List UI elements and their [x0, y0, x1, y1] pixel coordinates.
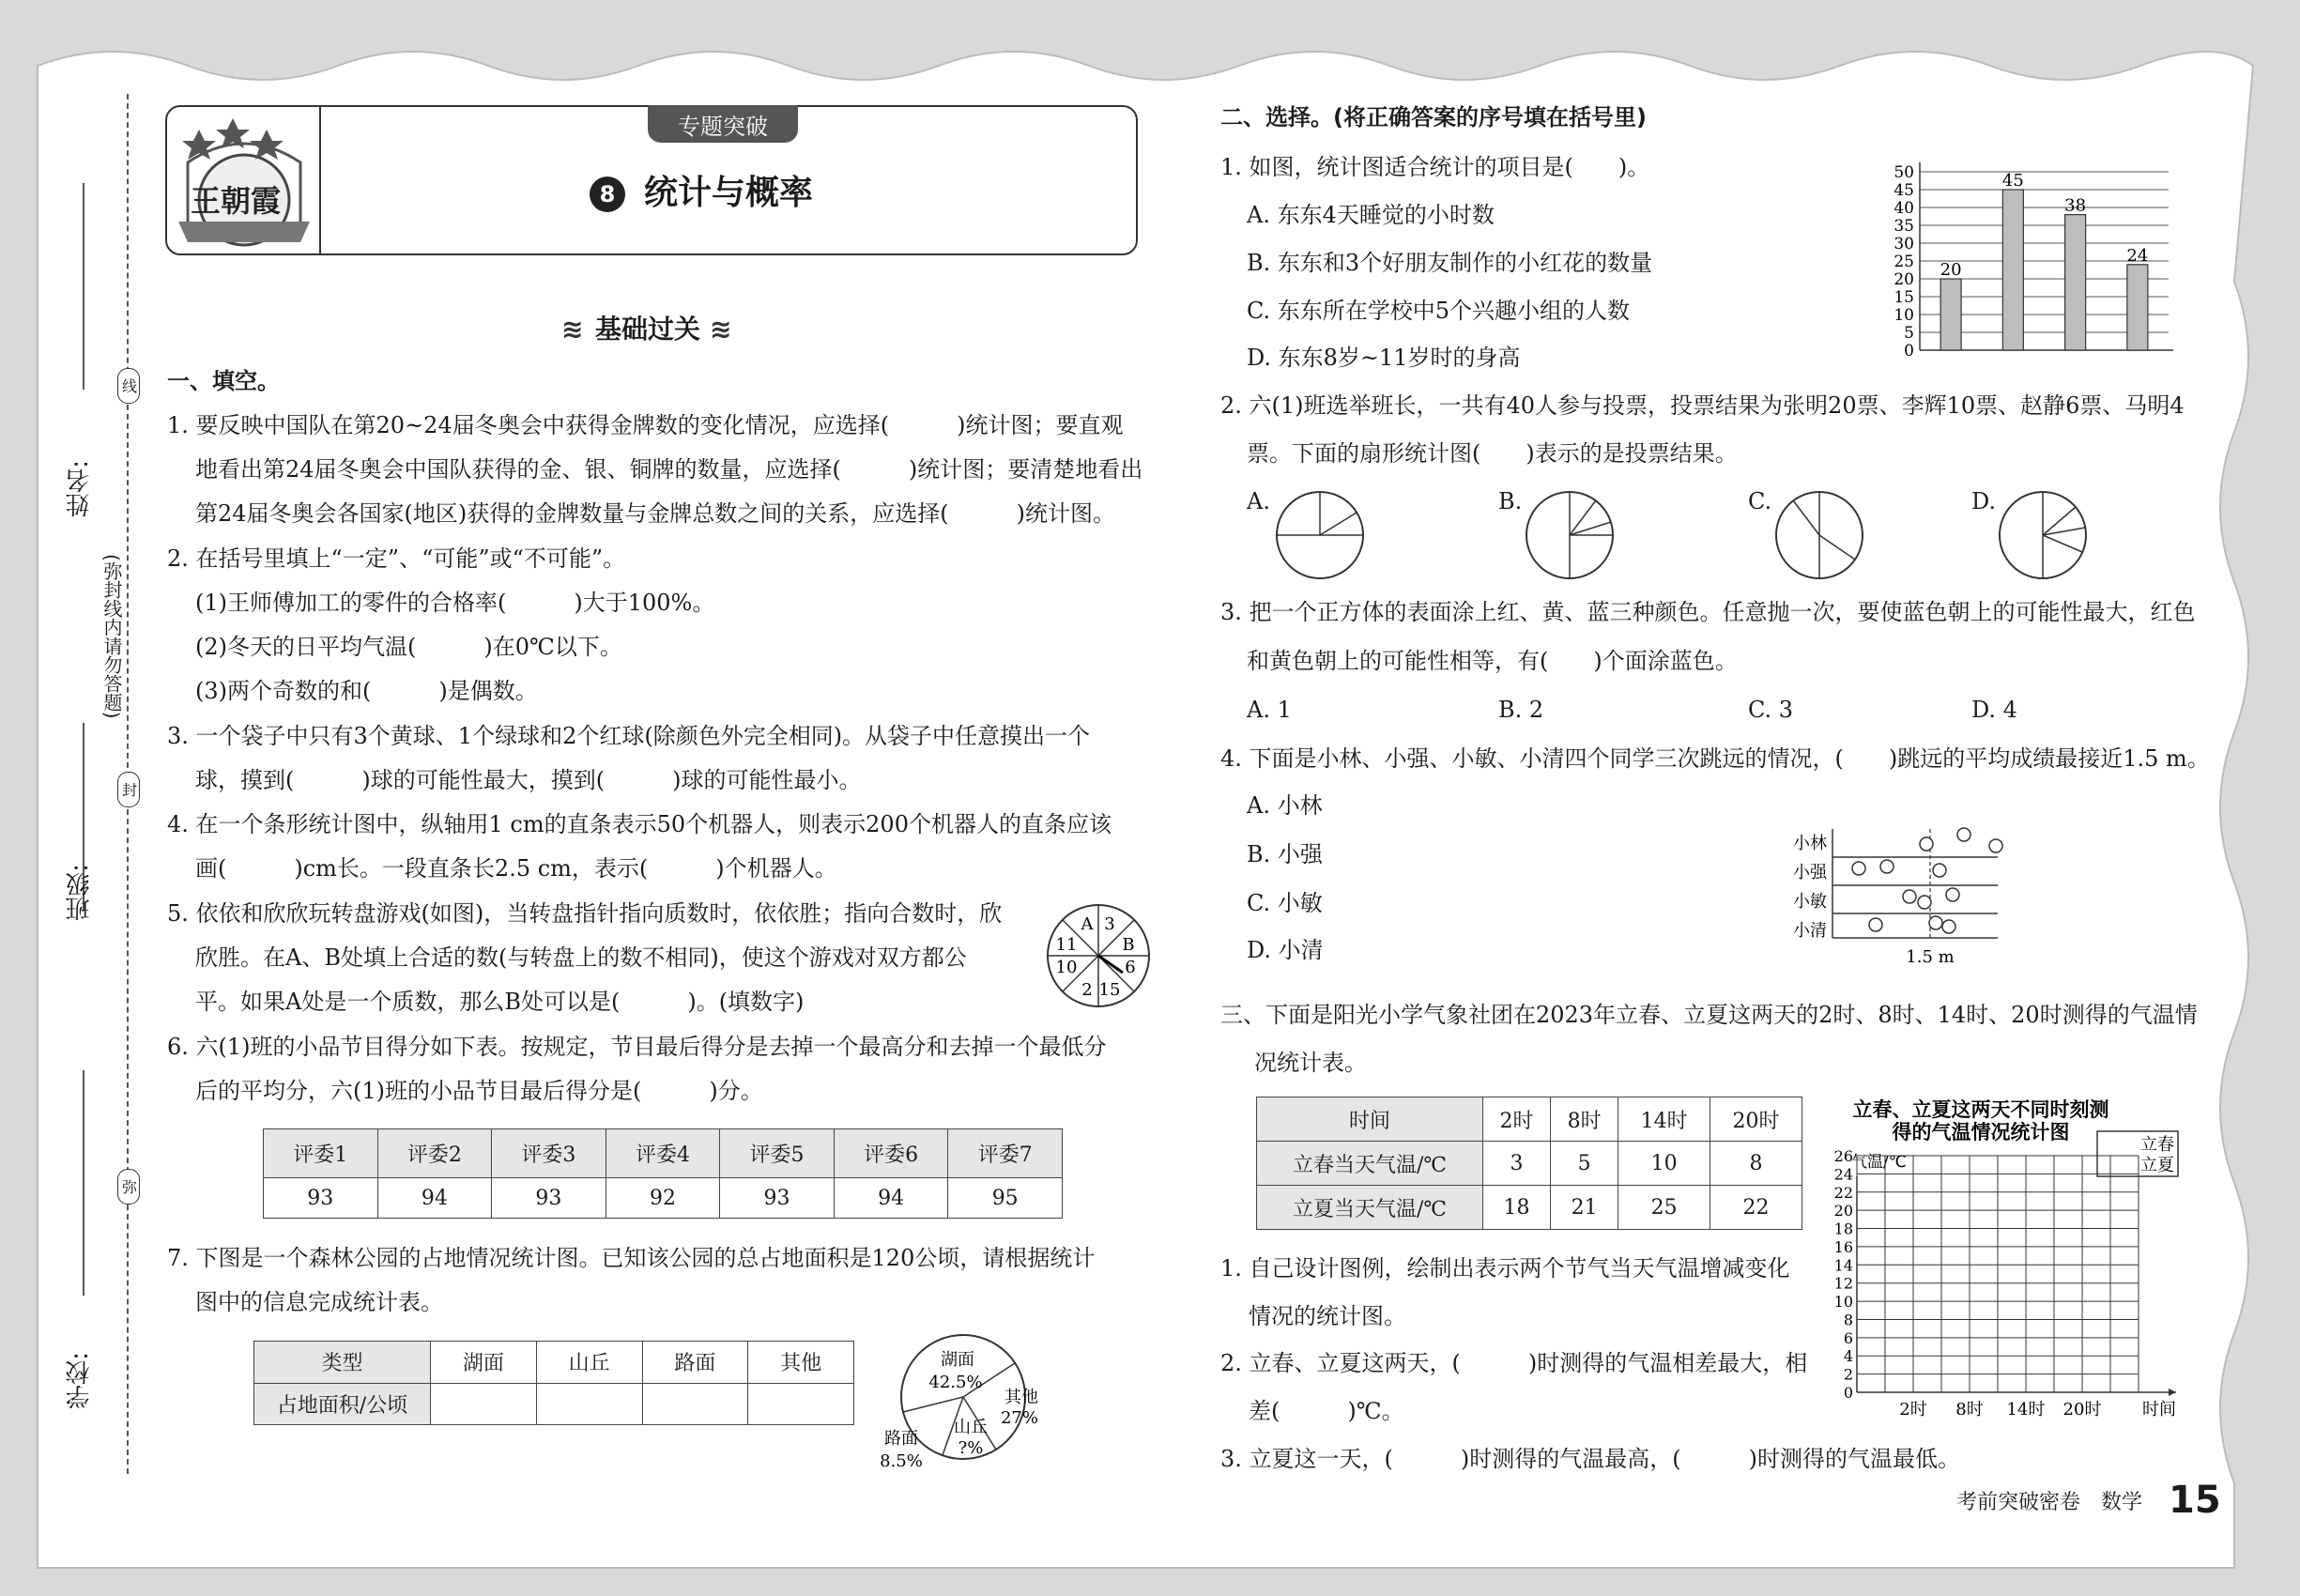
land-pie-chart	[869, 1326, 1057, 1476]
temp-y-label: 气温/℃	[1851, 1153, 1907, 1172]
header-divider	[319, 105, 321, 253]
temp-y-tick: 12	[1833, 1274, 1853, 1293]
q3-line1: 3. 一个袋子中只有3个黄球、1个绿球和2个红球(除颜色外完全相同)。从袋子中任意摸出一个	[167, 723, 1091, 749]
score-cell: 94	[377, 1178, 492, 1219]
judge-header: 评委7	[948, 1129, 1063, 1178]
bar	[2127, 265, 2148, 350]
judge-header: 评委2	[377, 1129, 492, 1178]
dot-name: 小林	[1793, 834, 1827, 853]
q6-line2: 后的平均分，六(1)班的小品节目最后得分是( )分。	[195, 1078, 763, 1104]
p3-heading-1: 三、下面是阳光小学气象社团在2023年立春、立夏这两天的2时、8时、14时、20时测得的气温情	[1220, 1002, 2198, 1028]
temp-y-tick: 0	[1843, 1384, 1853, 1402]
p2-q3-opt-b: B. 2	[1498, 697, 1544, 723]
score-cell: 92	[606, 1178, 720, 1219]
wave-left-icon: ≋	[561, 314, 584, 345]
temp-legend-item: 立春	[2140, 1135, 2174, 1155]
temp-x-tick: 8时	[1955, 1400, 1984, 1420]
bar-y-tick: 20	[1894, 270, 1914, 289]
temp-cell: 8	[1710, 1142, 1802, 1186]
temp-cell: 18	[1483, 1186, 1551, 1230]
seal-note: (弥封线内请勿答题)	[100, 554, 123, 719]
q5-line1: 5. 依依和欣欣玩转盘游戏(如图)，当转盘指针指向质数时，依依胜；指向合数时，欣	[167, 900, 1003, 927]
score-cell: 93	[492, 1178, 606, 1219]
p3-q3: 3. 立夏这一天，( )时测得的气温最高，( )时测得的气温最低。	[1220, 1446, 1960, 1472]
bar-y-tick: 50	[1894, 163, 1914, 182]
temperature-table	[1256, 1097, 1802, 1230]
spinner-label-10: 10	[1055, 958, 1078, 977]
temp-cell: 10	[1618, 1142, 1710, 1186]
pie-option-a	[1273, 488, 1367, 582]
q7-line1: 7. 下图是一个森林公园的占地情况统计图。已知该公园的总占地面积是120公顷，请根据统计	[167, 1245, 1096, 1271]
q1-line1: 1. 要反映中国队在第20~24届冬奥会中获得金牌数的变化情况，应选择( )统计图；要直观	[167, 412, 1124, 438]
p2-q2-opt-d: D.	[1971, 488, 1997, 514]
seal-mark-seal: 封	[117, 772, 140, 807]
bar-y-tick: 10	[1894, 306, 1914, 325]
land-header: 路面	[642, 1342, 748, 1384]
school-label: 学校:	[66, 1352, 94, 1409]
bar-y-tick: 0	[1904, 342, 1914, 361]
temp-cell: 5	[1551, 1142, 1618, 1186]
pie-option-b	[1523, 488, 1617, 582]
spinner-label-a: A	[1081, 914, 1094, 934]
score-cell: 95	[948, 1178, 1063, 1219]
p3-q1-line1: 1. 自己设计图例，绘制出表示两个节气当天气温增减变化	[1220, 1255, 1790, 1281]
q4-line1: 4. 在一个条形统计图中，纵轴用1 cm的直条表示50个机器人，则表示200个机器人的直条应该	[167, 811, 1112, 837]
q2-item3: (3)两个奇数的和( )是偶数。	[195, 678, 538, 704]
temp-legend-item: 立夏	[2140, 1156, 2174, 1175]
temp-y-tick: 8	[1843, 1311, 1853, 1329]
land-header: 山丘	[536, 1342, 642, 1384]
q1-line3: 第24届冬奥会各国家(地区)获得的金牌数量与金牌总数之间的关系，应选择( )统计图。	[195, 500, 1115, 527]
pie-value: 42.5%	[928, 1373, 983, 1392]
class-label: 班级:	[66, 864, 94, 921]
temp-y-tick: 10	[1833, 1293, 1853, 1312]
pie-label: 山丘	[954, 1418, 988, 1437]
judge-header: 评委4	[606, 1129, 720, 1178]
topic-title: 统计与概率	[644, 174, 814, 212]
bar-y-tick: 15	[1894, 288, 1914, 307]
spinner-label-b: B	[1122, 935, 1135, 955]
pie-value: ?%	[958, 1438, 984, 1458]
dot-name: 小强	[1793, 863, 1827, 882]
q3-line2: 球，摸到( )球的可能性最大，摸到( )球的可能性最小。	[195, 767, 862, 793]
bar-value-label: 45	[2001, 171, 2024, 191]
p2-q1-opt-a: A. 东东4天睡觉的小时数	[1247, 202, 1495, 228]
temp-chart-title: 立春、立夏这两天不同时刻测	[1852, 1098, 2109, 1121]
temp-cell: 21	[1551, 1186, 1618, 1230]
temp-header: 8时	[1551, 1097, 1618, 1142]
p3-q2-line2: 差( )℃。	[1249, 1398, 1404, 1424]
temp-x-tick: 2时	[1899, 1400, 1927, 1420]
pie-value: 27%	[1000, 1408, 1039, 1428]
p2-q3-opt-d: D. 4	[1971, 697, 2017, 723]
land-header: 类型	[254, 1342, 431, 1384]
temp-header: 2时	[1483, 1097, 1551, 1142]
bar-y-tick: 30	[1894, 235, 1914, 253]
badge: 专题突破	[648, 105, 798, 143]
q1-line2: 地看出第24届冬奥会中国队获得的金、银、铜牌的数量，应选择( )统计图；要清楚地看出	[195, 456, 1143, 483]
name-label: 姓名:	[66, 460, 94, 517]
score-cell: 94	[834, 1178, 948, 1219]
temp-y-tick: 18	[1833, 1220, 1853, 1238]
land-cell[interactable]	[642, 1383, 748, 1425]
bar-value-label: 24	[2126, 245, 2149, 266]
bar-y-tick: 35	[1894, 217, 1914, 236]
judge-header: 评委6	[834, 1129, 948, 1178]
judge-header: 评委1	[264, 1129, 378, 1178]
q2-line1: 2. 在括号里填上“一定”、“可能”或“不可能”。	[167, 545, 626, 572]
bar-y-tick: 25	[1894, 253, 1914, 271]
bar-value-label: 20	[1940, 260, 1962, 280]
part2-heading: 二、选择。(将正确答案的序号填在括号里)	[1220, 104, 1647, 130]
wave-right-icon: ≋	[710, 314, 732, 345]
p2-q3-opt-a: A. 1	[1247, 697, 1292, 723]
p2-q1: 1. 如图，统计图适合统计的项目是( )。	[1220, 154, 1650, 180]
pie-option-c	[1772, 488, 1866, 582]
p3-q1-line2: 情况的统计图。	[1249, 1303, 1406, 1329]
temp-x-label: 时间	[2142, 1400, 2176, 1420]
footer-text: 考前突破密卷 数学	[1956, 1491, 2143, 1514]
seal-mark-line: 线	[117, 368, 140, 404]
p2-q4: 4. 下面是小林、小强、小敏、小清四个同学三次跳远的情况，( )跳远的平均成绩最接近1.5 m。	[1220, 745, 2210, 772]
bar-y-tick: 40	[1894, 199, 1914, 218]
spinner-label-3: 3	[1104, 914, 1115, 934]
bar-chart	[1878, 155, 2178, 366]
spinner-label-15: 15	[1098, 980, 1121, 1000]
p2-q3-line1: 3. 把一个正方体的表面涂上红、黄、蓝三种颜色。任意抛一次，要使蓝色朝上的可能性最大，红色	[1220, 599, 2196, 625]
q2-item1: (1)王师傅加工的零件的合格率( )大于100%。	[195, 590, 715, 616]
land-cell[interactable]	[431, 1383, 537, 1425]
pie-label: 路面	[884, 1429, 918, 1449]
temp-header: 14时	[1618, 1097, 1710, 1142]
part1-heading: 一、填空。	[167, 368, 280, 394]
temp-cell: 25	[1618, 1186, 1710, 1230]
temp-x-tick: 14时	[2006, 1400, 2046, 1420]
p2-q1-opt-b: B. 东东和3个好朋友制作的小红花的数量	[1247, 250, 1653, 276]
judge-header: 评委5	[720, 1129, 835, 1178]
temp-y-tick: 6	[1843, 1328, 1853, 1347]
bar-y-tick: 45	[1894, 181, 1914, 200]
temp-header: 20时	[1710, 1097, 1802, 1142]
land-cell[interactable]	[536, 1383, 642, 1425]
score-cell: 93	[264, 1178, 378, 1219]
p3-heading-2: 况统计表。	[1254, 1050, 1367, 1076]
judge-header: 评委3	[492, 1129, 606, 1178]
p2-q1-opt-c: C. 东东所在学校中5个兴趣小组的人数	[1247, 298, 1631, 324]
temp-cell: 22	[1710, 1186, 1802, 1230]
pie-option-d	[1996, 488, 2090, 582]
seal-mark-mi: 弥	[117, 1169, 140, 1205]
p2-q1-opt-d: D. 东东8岁~11岁时的身高	[1247, 345, 1521, 371]
p2-q2-line2: 票。下面的扇形统计图( )表示的是投票结果。	[1247, 440, 1738, 467]
land-table	[253, 1341, 854, 1425]
temp-y-tick: 24	[1833, 1165, 1853, 1184]
spinner-figure	[1044, 901, 1153, 1010]
q5-line2: 欣胜。在A、B处填上合适的数(与转盘上的数不相同)，使这个游戏对双方都公	[195, 944, 967, 971]
land-header: 湖面	[431, 1342, 537, 1384]
page-number: 15	[2169, 1479, 2221, 1522]
land-row-label: 占地面积/公顷	[254, 1383, 431, 1425]
q5-line3: 平。如果A处是一个质数，那么B处可以是( )。(填数字)	[195, 989, 805, 1015]
logo-text: 王朝霞	[191, 183, 282, 219]
score-cell: 93	[720, 1178, 835, 1219]
p2-q4-opt-c: C. 小敏	[1247, 890, 1323, 916]
p2-q3-line2: 和黄色朝上的可能性相等，有( )个面涂蓝色。	[1247, 648, 1738, 674]
pie-label: 湖面	[941, 1350, 974, 1370]
p2-q4-opt-b: B. 小强	[1247, 841, 1323, 867]
pie-label: 其他	[1004, 1388, 1038, 1407]
temp-y-tick: 2	[1843, 1365, 1853, 1384]
topic-number: 8	[590, 176, 625, 212]
dot-name: 小敏	[1793, 892, 1827, 912]
land-header: 其他	[748, 1342, 854, 1384]
jump-dot-plot	[1765, 821, 2009, 972]
judges-table	[263, 1128, 1063, 1219]
q7-line2: 图中的信息完成统计表。	[195, 1289, 443, 1315]
section-title: 基础过关	[595, 314, 701, 345]
temp-x-tick: 20时	[2062, 1400, 2102, 1420]
spinner-label-2: 2	[1081, 980, 1093, 1000]
temp-chart-title: 得的气温情况统计图	[1892, 1121, 2070, 1143]
p2-q2-opt-c: C.	[1748, 488, 1772, 514]
bar	[2065, 215, 2086, 350]
spinner-label-6: 6	[1125, 958, 1136, 977]
q6-line1: 6. 六(1)班的小品节目得分如下表。按规定，节目最后得分是去掉一个最高分和去掉一个最低分	[167, 1034, 1107, 1060]
name-line	[83, 183, 84, 390]
q2-item2: (2)冬天的日平均气温( )在0℃以下。	[195, 634, 622, 660]
p2-q3-opt-c: C. 3	[1748, 697, 1794, 723]
temp-y-tick: 4	[1843, 1347, 1853, 1366]
spinner-label-11: 11	[1055, 935, 1078, 955]
dot-axis-label: 1.5 m	[1906, 947, 1955, 967]
temp-header: 时间	[1257, 1097, 1483, 1142]
bar-value-label: 38	[2064, 195, 2087, 216]
p3-q2-line1: 2. 立春、立夏这两天，( )时测得的气温相差最大，相	[1220, 1350, 1808, 1376]
temp-y-tick: 16	[1833, 1237, 1853, 1256]
land-cell[interactable]	[748, 1383, 854, 1425]
p2-q2-opt-b: B.	[1498, 488, 1523, 514]
temp-y-tick: 14	[1833, 1256, 1853, 1275]
temp-cell: 3	[1483, 1142, 1551, 1186]
temperature-chart	[1821, 1094, 2192, 1422]
dot-name: 小清	[1793, 921, 1827, 941]
q4-line2: 画( )cm长。一段直条长2.5 cm，表示( )个机器人。	[195, 855, 837, 882]
p2-q2-opt-a: A.	[1247, 488, 1270, 514]
p2-q2-line1: 2. 六(1)班选举班长，一共有40人参与投票，投票结果为张明20票、李辉10票、赵静6票、马明4	[1220, 392, 2185, 419]
school-line	[83, 1070, 84, 1296]
pie-value: 8.5%	[880, 1451, 923, 1471]
temp-y-tick: 20	[1833, 1202, 1853, 1220]
p2-q4-opt-a: A. 小林	[1247, 792, 1323, 819]
temp-row-label: 立夏当天气温/℃	[1257, 1186, 1483, 1230]
p2-q4-opt-d: D. 小清	[1247, 937, 1324, 963]
bar-y-tick: 5	[1904, 324, 1914, 343]
logo-emblem	[178, 111, 310, 250]
bar	[1940, 279, 1961, 350]
bar	[2002, 190, 2023, 350]
temp-row-label: 立春当天气温/℃	[1257, 1142, 1483, 1186]
temp-y-tick: 22	[1833, 1183, 1853, 1202]
temp-y-tick: 26	[1833, 1147, 1853, 1165]
temp-x-arrow	[2169, 1389, 2176, 1396]
